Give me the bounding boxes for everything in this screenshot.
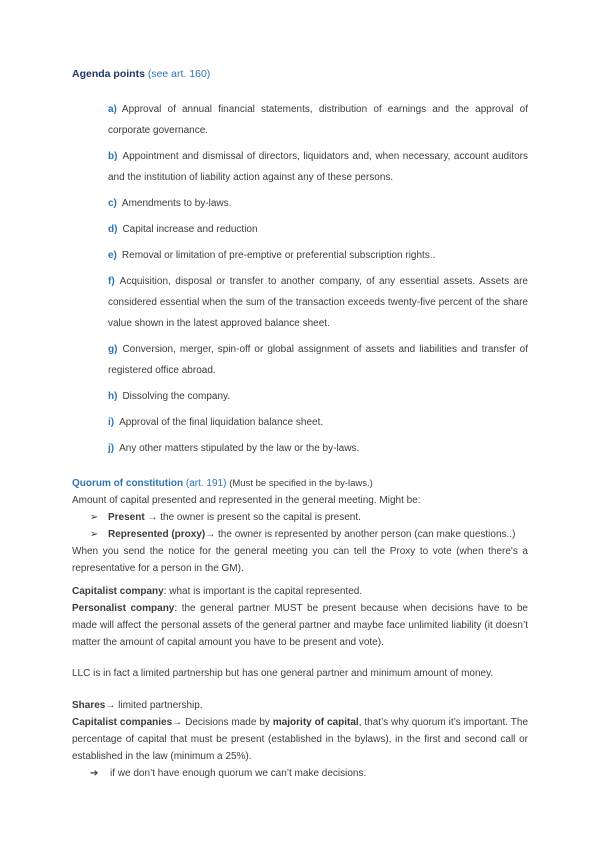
agenda-item-h <box>108 386 528 407</box>
quorum-title: Quorum of constitution <box>72 478 184 489</box>
agenda-item-f <box>108 271 528 334</box>
capitalist-company-line <box>72 583 528 600</box>
quorum-bylaws-note: (Must be specified in the by-laws.) <box>229 478 373 489</box>
shares-lead: Shares→ <box>72 700 116 711</box>
agenda-item-i <box>108 412 528 433</box>
agenda-list <box>72 99 528 459</box>
quorum-warning-line <box>90 765 528 782</box>
agenda-item-a <box>108 99 528 141</box>
item-text: Removal or limitation of pre-emptive or preferential subscription rights.. <box>121 250 436 261</box>
item-text: Approval of annual financial statements, distribution of earnings and the approval of corporate governance. <box>108 104 528 136</box>
bullet-lead: Represented (proxy) <box>108 529 206 540</box>
item-letter: c) <box>108 198 117 209</box>
quorum-bullet-represented <box>90 526 528 543</box>
item-letter: a) <box>108 104 117 115</box>
item-letter: j) <box>108 443 115 454</box>
quorum-proxy-note: When you send the notice for the general meeting you can tell the Proxy to vote (when there's a representative for a person in the GM). <box>72 546 528 574</box>
agenda-item-j <box>108 438 528 459</box>
bullet-text: → the owner is present so the capital is present. <box>144 512 361 523</box>
capitalist-companies-mid: Decisions made by <box>182 717 273 728</box>
item-text: Acquisition, disposal or transfer to another company, of any essential assets. Assets are considered essential when the sum of the transaction exceeds twenty-five percent of the share value shown in the latest approved balance sheet. <box>108 276 528 329</box>
item-text: Dissolving the company. <box>122 391 231 402</box>
capitalist-companies-lead: Capitalist companies→ <box>72 717 183 728</box>
agenda-section-heading <box>72 66 528 82</box>
shares-line <box>72 697 528 714</box>
item-letter: i) <box>108 417 115 428</box>
capitalist-companies-text: , that’s why quorum it’s important. The percentage of capital that must be present (established in the bylaws), in the first and second call or established in the law (minimum a 25%). <box>72 717 529 762</box>
quorum-heading <box>72 475 528 492</box>
capitalist-company-text: : what is important is the capital represented. <box>163 586 363 597</box>
quorum-bullet-present <box>90 509 528 526</box>
arrow-bullet-icon: ➔ <box>90 768 99 779</box>
companies-section <box>72 583 528 651</box>
personalist-company-text: : the general partner MUST be present because when decisions have to be made will affect the personal assets of the general partner and maybe face unlimited liability (it doesn’t matter the amount of capital amount you have to be present and vote). <box>72 603 528 648</box>
item-text: Conversion, merger, spin-off or global assignment of assets and liabilities and transfer of registered office abroad. <box>108 344 528 376</box>
quorum-article-ref: (art. 191) <box>185 478 227 489</box>
agenda-item-e <box>108 245 528 266</box>
item-text: Capital increase and reduction <box>122 224 258 235</box>
item-letter: f) <box>108 276 115 287</box>
capitalist-companies-paragraph <box>72 714 528 765</box>
agenda-title: Agenda points <box>72 68 145 80</box>
item-text: Amendments to by-laws. <box>121 198 232 209</box>
agenda-item-c <box>108 193 528 214</box>
agenda-item-b <box>108 146 528 188</box>
quorum-warning-text: if we don’t have enough quorum we can’t make decisions. <box>110 768 367 779</box>
bullet-lead: Present <box>108 512 145 523</box>
personalist-company-lead: Personalist company <box>72 603 175 614</box>
item-letter: d) <box>108 224 118 235</box>
quorum-intro: Amount of capital presented and represented in the general meeting. Might be: <box>72 495 421 506</box>
personalist-company-paragraph <box>72 600 528 651</box>
quorum-section <box>72 475 528 577</box>
bullet-text: → the owner is represented by another person (can make questions..) <box>205 529 516 540</box>
item-text: Any other matters stipulated by the law or the by-laws. <box>119 443 360 454</box>
capitalist-company-lead: Capitalist company <box>72 586 164 597</box>
agenda-item-d <box>108 219 528 240</box>
agenda-item-g <box>108 339 528 381</box>
arrowhead-bullet-icon: ➢ <box>90 529 99 540</box>
shares-section <box>72 697 528 782</box>
item-text: Appointment and dismissal of directors, liquidators and, when necessary, account auditors and the institution of liability action against any of these persons. <box>108 151 528 183</box>
item-letter: b) <box>108 151 118 162</box>
agenda-article-ref: (see art. 160) <box>147 68 211 80</box>
llc-section <box>72 665 528 682</box>
item-letter: h) <box>108 391 118 402</box>
item-text: Approval of the final liquidation balance sheet. <box>119 417 324 428</box>
majority-of-capital-emphasis: majority of capital <box>272 717 359 728</box>
item-letter: g) <box>108 344 118 355</box>
llc-note: LLC is in fact a limited partnership but has one general partner and minimum amount of money. <box>72 668 494 679</box>
arrowhead-bullet-icon: ➢ <box>90 512 99 523</box>
item-letter: e) <box>108 250 117 261</box>
shares-text: limited partnership. <box>115 700 203 711</box>
